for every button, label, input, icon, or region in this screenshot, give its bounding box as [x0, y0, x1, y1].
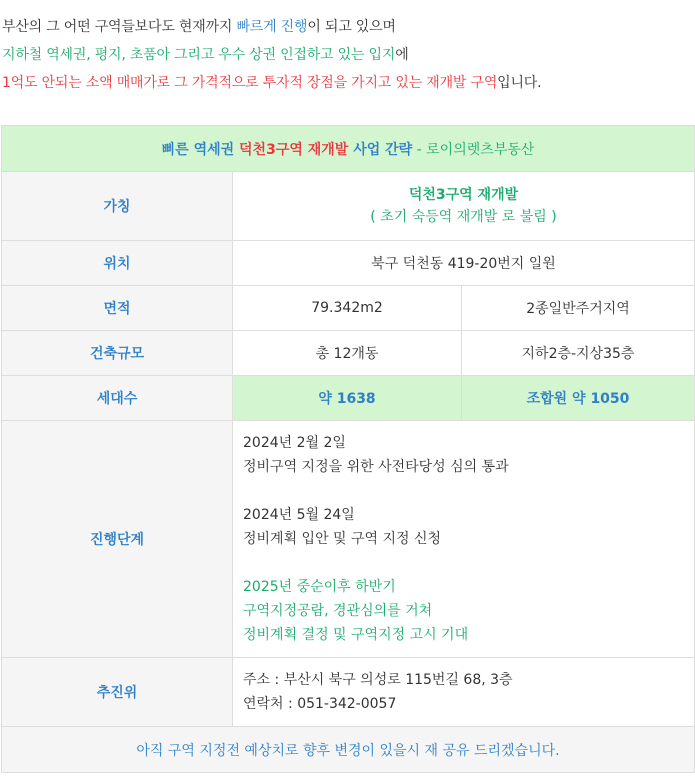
- committee-label: 추진위: [2, 658, 233, 727]
- progress-1-text: 정비구역 지정을 위한 사전타당성 심의 통과: [243, 459, 509, 475]
- table-footer-row: [2, 727, 695, 773]
- progress-label: 진행단계: [2, 421, 233, 658]
- table-row-progress: [2, 421, 695, 658]
- table-row-name: [2, 172, 695, 241]
- name-sub: ( 초기 숙등역 재개발 로 불림 ): [370, 209, 557, 225]
- scale-label: 건축규모: [2, 331, 233, 376]
- table-title-part-4: - 로이의렛츠부동산: [412, 141, 535, 158]
- scale-buildings: 총 12개동: [233, 331, 462, 376]
- intro-line-3-part-1: 1억도 안되는 소액 매매가로 그 가격적으로 투자적 장점을 가지고 있는 재개발 구역: [2, 75, 498, 91]
- progress-spacer-2: [243, 551, 694, 575]
- committee-cell: [233, 658, 695, 727]
- table-row-area: [2, 286, 695, 331]
- table-footer-note: 아직 구역 지정전 예상치로 향후 변경이 있을시 재 공유 드리겠습니다.: [2, 727, 695, 773]
- households-value: 약 1638: [233, 376, 462, 421]
- table-row-committee: [2, 658, 695, 727]
- table-title-part-3: 사업 간략: [348, 141, 413, 158]
- progress-spacer-1: [243, 479, 694, 503]
- area-label: 면적: [2, 286, 233, 331]
- intro-line-2-part-2: 에: [395, 47, 409, 63]
- intro-line-2-part-1: 지하철 역세권, 평지, 초품아 그리고 우수 상권 인접하고 있는 입지: [2, 47, 396, 63]
- intro-line-2: [2, 41, 692, 69]
- households-label: 세대수: [2, 376, 233, 421]
- area-zone: 2종일반주거지역: [462, 286, 695, 331]
- table-row-households: [2, 376, 695, 421]
- intro-text: [2, 13, 692, 97]
- intro-line-1-part-3: 이 되고 있으며: [307, 19, 396, 35]
- committee-address: 주소 : 부산시 북구 의성로 115번길 68, 3층: [243, 672, 513, 688]
- table-title-row: [2, 126, 695, 172]
- name-cell: [233, 172, 695, 241]
- progress-cell: [233, 421, 695, 658]
- table-title-part-1: 삐른 역세권: [161, 141, 240, 158]
- table-title: [2, 126, 695, 172]
- progress-2-date: 2024년 5월 24일: [243, 507, 355, 523]
- progress-2-text: 정비계획 입안 및 구역 지정 신청: [243, 531, 442, 547]
- members-value: 조합원 약 1050: [462, 376, 695, 421]
- table-title-part-2: 덕천3구역 재개발: [239, 141, 349, 158]
- progress-3-text-2: 정비계획 결정 및 구역지정 고시 기대: [243, 627, 469, 643]
- location-label: 위치: [2, 241, 233, 286]
- intro-line-1-part-2: 빠르게 진행: [236, 19, 308, 35]
- committee-phone: 연락처 : 051-342-0057: [243, 696, 397, 712]
- project-info-table: [1, 125, 695, 773]
- intro-line-1-part-1: 부산의 그 어떤 구역들보다도 현재까지: [2, 19, 237, 35]
- location-value: 북구 덕천동 419-20번지 일원: [233, 241, 695, 286]
- intro-line-1: [2, 13, 692, 41]
- progress-3-date: 2025년 중순이후 하반기: [243, 579, 396, 595]
- scale-floors: 지하2층-지상35층: [462, 331, 695, 376]
- progress-1-date: 2024년 2월 2일: [243, 435, 346, 451]
- intro-line-3: [2, 69, 692, 97]
- progress-3-text-1: 구역지정공람, 경관심의를 거쳐: [243, 603, 433, 619]
- table-row-location: [2, 241, 695, 286]
- intro-line-3-part-2: 입니다.: [497, 75, 542, 91]
- area-value: 79.342m2: [233, 286, 462, 331]
- name-value: 덕천3구역 재개발: [408, 187, 519, 203]
- table-row-scale: [2, 331, 695, 376]
- name-label: 가칭: [2, 172, 233, 241]
